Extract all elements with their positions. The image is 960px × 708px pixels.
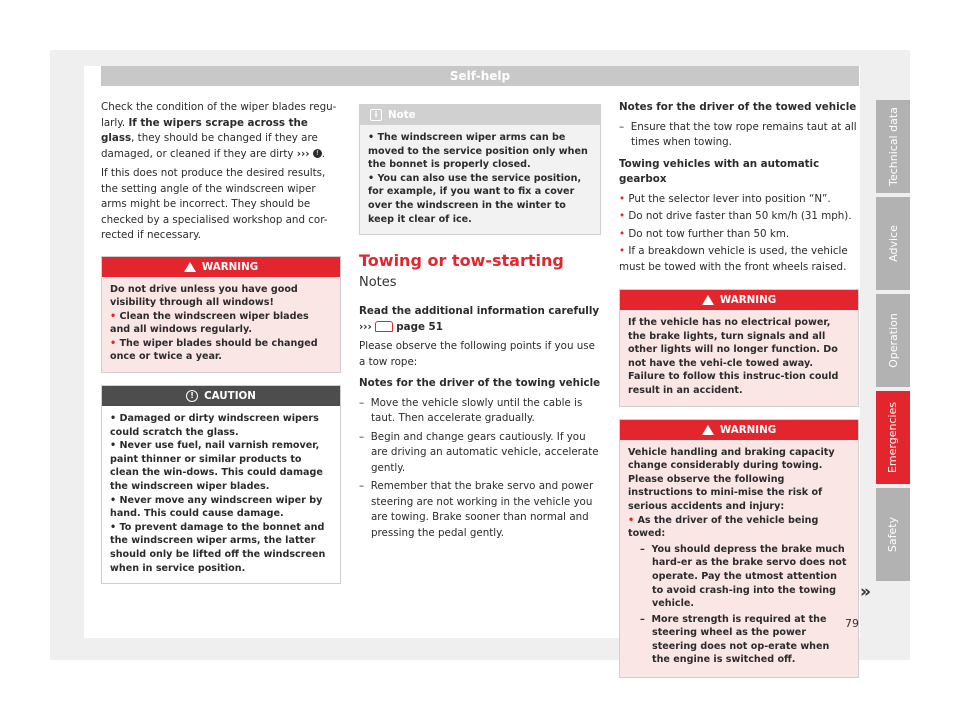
read-info-line: Read the additional information carefully ››› page 51 xyxy=(359,305,600,333)
column-middle xyxy=(359,104,601,544)
note-body xyxy=(360,125,600,234)
section-header: Self-help xyxy=(101,66,859,86)
warning-body: If the vehicle has no electrical power, the brake lights, turn signals and all other lights will no longer function. Do not have the vehi-cle towed away. Failure to follow this instruc-tion could result in an accident. xyxy=(620,310,858,406)
warning-ref-icon: ! xyxy=(313,149,322,158)
caution-circle-icon: ! xyxy=(186,390,198,402)
list-item: – Ensure that the tow rope remains taut at all times when towing. xyxy=(619,120,857,148)
tab-technical-data[interactable]: Technical data xyxy=(876,100,910,193)
list-item: • Put the selector lever into position “N”. xyxy=(619,192,831,205)
note-header: i Note xyxy=(360,105,600,125)
list-item: – Remember that the brake servo and power steering are not working in the vehicle you are towing. Brake sooner than normal and pressing the pedal gently. xyxy=(359,480,594,539)
subsection-title: Notes xyxy=(359,274,397,290)
section-title: Towing or tow-starting xyxy=(359,251,564,271)
list-item: • Never use fuel, nail varnish remover, paint thinner or similar products to clean the win-dows. This could damage the windscreen wiper blades. xyxy=(110,440,323,493)
list-item: • The wiper blades should be changed once or twice a year. xyxy=(110,337,318,363)
towing-driver-heading: Notes for the driver of the towing vehicle xyxy=(359,377,601,390)
tab-emergencies[interactable]: Emergencies xyxy=(876,391,910,484)
page-number: 79 xyxy=(845,617,859,630)
warning-header: WARNING xyxy=(620,420,858,440)
tab-operation[interactable]: Operation xyxy=(876,294,910,387)
list-item: • Never move any windscreen wiper by hand. This could cause damage. xyxy=(110,494,323,520)
towed-driver-heading: Notes for the driver of the towed vehicle xyxy=(619,101,857,113)
list-item: • Do not drive faster than 50 km/h (31 mph). xyxy=(619,210,852,222)
note-box xyxy=(359,104,601,235)
observe-paragraph: Please observe the following points if you use a tow rope: xyxy=(359,340,595,368)
warning-header: WARNING xyxy=(620,290,858,310)
list-item: – More strength is required at the steering wheel as the power steering does not op-erate when the engine is switched off. xyxy=(640,613,830,666)
list-item: • The windscreen wiper arms can be moved to the service position only when the bonnet is properly closed. xyxy=(368,132,588,171)
setting-angle-paragraph: If this does not produce the desired results, the setting angle of the windscreen wiper arms might be incorrect. They should be checked by a specialised workshop and cor-rected if necessary. xyxy=(101,167,328,241)
list-item: • Damaged or dirty windscreen wipers could scratch the glass. xyxy=(110,413,319,438)
list-item: • You can also use the service position, for example, if you want to fix a cover over the windscreen in the winter to keep it clear of ice. xyxy=(368,172,582,225)
warning-box-visibility xyxy=(101,256,341,374)
list-item: • Clean the windscreen wiper blades and all windows regularly. xyxy=(110,310,309,336)
caution-box-wipers xyxy=(101,385,341,584)
list-item: – Begin and change gears cautiously. If you are driving an automatic vehicle, accelerate gently. xyxy=(359,430,599,474)
page-reference-link[interactable]: page 51 xyxy=(396,320,443,333)
warning-body: Do not drive unless you have good visibility through all windows! • Clean the windscreen wiper blades and all windows regularly. • The wiper blades should be changed once or twice a year. xyxy=(102,277,340,373)
car-page-icon xyxy=(375,321,393,332)
list-item: – You should depress the brake much hard-er as the brake servo does not operate. Pay the utmost attention to avoid crash-ing into the towing vehicle. xyxy=(640,543,847,610)
tab-advice[interactable]: Advice xyxy=(876,197,910,290)
list-item: • Do not tow further than 50 km. xyxy=(619,227,790,240)
note-info-icon: i xyxy=(370,109,382,121)
list-item: • As the driver of the vehicle being towed: xyxy=(628,514,819,540)
warning-box-handling xyxy=(619,419,859,679)
warning-box-electrical xyxy=(619,289,859,407)
list-item: – Move the vehicle slowly until the cable is taut. Then accelerate gradually. xyxy=(359,396,583,425)
warning-triangle-icon xyxy=(702,425,714,435)
warning-header: WARNING xyxy=(102,257,340,277)
continue-mark: » xyxy=(860,582,871,602)
list-item: • To prevent damage to the bonnet and the windscreen wiper arms, the latter should only be lifted off the windscreen when in service position. xyxy=(110,521,326,574)
column-right xyxy=(619,100,859,690)
column-left xyxy=(101,100,341,596)
caution-body xyxy=(102,406,340,583)
reference-arrow[interactable]: ››› xyxy=(296,147,310,160)
warning-triangle-icon xyxy=(184,262,196,272)
warning-triangle-icon xyxy=(702,295,714,305)
list-item: • If a breakdown vehicle is used, the vehicle must be towed with the front wheels raised. xyxy=(619,245,848,273)
reference-arrow[interactable]: ››› xyxy=(359,320,372,333)
wiper-check-paragraph: Check the condition of the wiper blades regu-larly. If the wipers scrape across the glass, they should be changed if they are damaged, or cleaned if they are dirty ››› ! . xyxy=(101,101,337,160)
automatic-gearbox-heading: Towing vehicles with an automatic gearbox xyxy=(619,157,820,185)
warning-body: Vehicle handling and braking capacity change considerably during towing. Please observe the following instructions to mini-mise the risk of serious accidents and injury: • As the driver of the vehicle being towed: – You should depress the brake much hard-er as the brake servo does not operate. Pay the utmost attention to avoid crash-ing into the towing vehicle. – More strength is required at the steering wheel as the power steering does not op-erate when the engine is switched off. xyxy=(620,440,858,678)
caution-header: ! CAUTION xyxy=(102,386,340,406)
tab-safety[interactable]: Safety xyxy=(876,488,910,581)
